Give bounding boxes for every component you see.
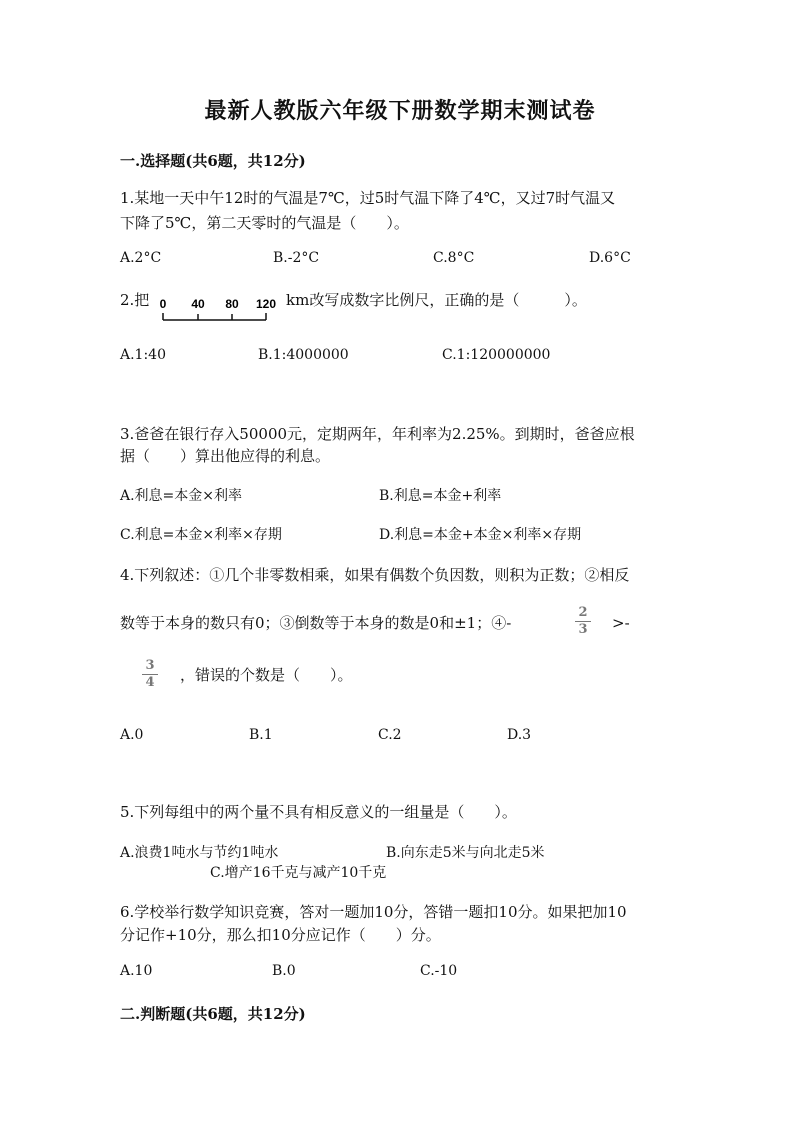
question-5-option-c[interactable]: C.增产16千克与减产10千克: [210, 865, 387, 881]
question-2-prefix: 2.把: [120, 291, 150, 309]
question-3-option-c[interactable]: C.利息=本金×利率×存期: [120, 527, 282, 543]
question-1-option-a[interactable]: A.2°C: [120, 250, 162, 266]
fraction-numerator: 2: [578, 605, 588, 620]
question-4-option-b[interactable]: B.1: [249, 727, 273, 743]
question-1-option-c[interactable]: C.8°C: [433, 250, 475, 266]
question-2-option-c[interactable]: C.1:120000000: [442, 347, 551, 363]
question-4-line2: 数等于本身的数只有0；③倒数等于本身的数是0和±1；④-: [120, 614, 512, 632]
question-3-line1: 3.爸爸在银行存入50000元，定期两年，年利率为2.25%。到期时，爸爸应根: [120, 425, 635, 443]
greater-than-negative: >-: [612, 614, 630, 632]
question-5-option-a[interactable]: A.浪费1吨水与节约1吨水: [120, 845, 279, 861]
question-2-suffix: km改写成数字比例尺，正确的是（ ）。: [286, 291, 587, 309]
scale-label-120: 120: [255, 297, 277, 311]
fraction-denominator: 3: [578, 622, 588, 637]
question-6-option-b[interactable]: B.0: [272, 963, 296, 979]
question-2-option-b[interactable]: B.1:4000000: [258, 347, 349, 363]
question-4-option-d[interactable]: D.3: [507, 727, 532, 743]
question-1-option-b[interactable]: B.-2°C: [273, 250, 320, 266]
scale-label-40: 40: [191, 297, 205, 311]
fraction-denominator: 4: [145, 675, 155, 690]
scale-bar-figure: [158, 296, 278, 324]
question-6-option-c[interactable]: C.-10: [420, 963, 458, 979]
question-5-option-b[interactable]: B.向东走5米与向北走5米: [386, 845, 545, 861]
page-title: 最新人教版六年级下册数学期末测试卷: [204, 98, 596, 124]
question-5-line1: 5.下列每组中的两个量不具有相反意义的一组量是（ ）。: [120, 803, 517, 821]
question-3-option-b[interactable]: B.利息=本金+利率: [379, 488, 502, 504]
question-3-option-d[interactable]: D.利息=本金+本金×利率×存期: [379, 527, 582, 543]
scale-label-80: 80: [225, 297, 239, 311]
question-6-option-a[interactable]: A.10: [120, 963, 153, 979]
question-1-line1: 1.某地一天中午12时的气温是7℃，过5时气温下降了4℃，又过7时气温又: [120, 189, 616, 207]
question-3-option-a[interactable]: A.利息=本金×利率: [120, 488, 243, 504]
section-heading-judgment: 二.判断题(共6题，共12分): [120, 1005, 306, 1023]
question-4-line1: 4.下列叙述：①几个非零数相乘，如果有偶数个负因数，则积为正数；②相反: [120, 566, 630, 584]
question-4-option-c[interactable]: C.2: [378, 727, 402, 743]
question-2-option-a[interactable]: A.1:40: [120, 347, 166, 363]
question-4-line3: ，错误的个数是（ ）。: [180, 666, 353, 684]
fraction-two-thirds: [575, 606, 591, 637]
question-6-line1: 6.学校举行数学知识竞赛，答对一题加10分，答错一题扣10分。如果把加10: [120, 903, 627, 921]
question-1-line2: 下降了5℃，第二天零时的气温是（ ）。: [120, 214, 409, 232]
question-3-line2: 据（ ）算出他应得的利息。: [120, 447, 331, 465]
fraction-numerator: 3: [145, 658, 155, 673]
fraction-three-quarters: [142, 659, 158, 690]
scale-label-0: 0: [159, 297, 167, 311]
question-6-line2: 分记作+10分，那么扣10分应记作（ ）分。: [120, 926, 441, 944]
question-1-option-d[interactable]: D.6°C: [589, 250, 631, 266]
section-heading-choice: 一.选择题(共6题，共12分): [120, 152, 306, 170]
question-4-option-a[interactable]: A.0: [120, 727, 144, 743]
